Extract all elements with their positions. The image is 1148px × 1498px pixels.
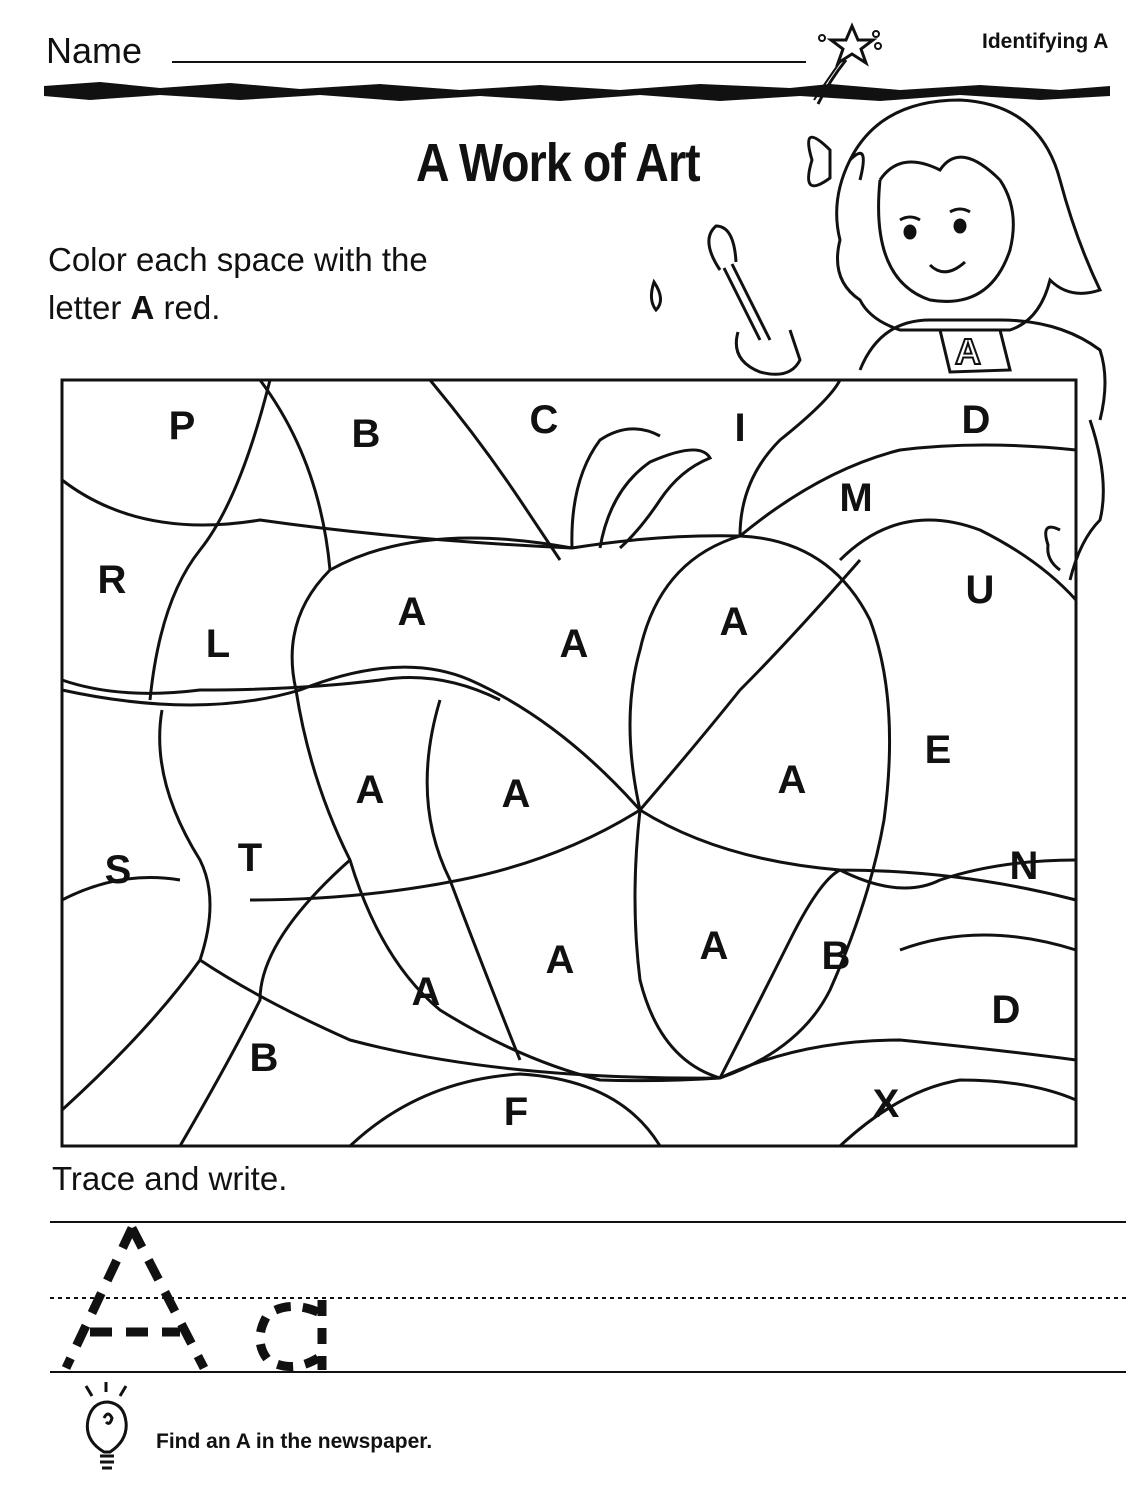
- puzzle-letter[interactable]: I: [734, 406, 746, 450]
- puzzle-letter[interactable]: B: [249, 1036, 279, 1080]
- shirt-letter-a: A: [955, 331, 981, 372]
- girl-illustration: [651, 100, 1105, 580]
- puzzle-letter[interactable]: A: [559, 622, 589, 666]
- puzzle-letter[interactable]: A: [411, 970, 441, 1014]
- trace-letter-lower-a: [260, 1300, 322, 1370]
- puzzle-letter[interactable]: N: [1009, 844, 1039, 888]
- light-bulb-icon: [86, 1382, 126, 1468]
- puzzle-letter[interactable]: T: [237, 836, 263, 880]
- puzzle-letter[interactable]: C: [529, 398, 559, 442]
- puzzle-letter[interactable]: A: [699, 924, 729, 968]
- topic-label: Identifying A: [982, 30, 1109, 53]
- instructions: [48, 236, 428, 332]
- puzzle-letter[interactable]: P: [168, 404, 196, 448]
- torn-paper-divider: [44, 82, 1110, 101]
- puzzle-letter[interactable]: U: [965, 568, 995, 612]
- trace-label: Trace and write.: [52, 1160, 288, 1197]
- puzzle-letter[interactable]: A: [777, 758, 807, 802]
- instructions-line-2-pre: letter: [48, 289, 131, 326]
- puzzle-letter[interactable]: S: [104, 848, 132, 892]
- puzzle-letter[interactable]: D: [991, 988, 1021, 1032]
- puzzle-letter[interactable]: A: [355, 768, 385, 812]
- tip-text: Find an A in the newspaper.: [156, 1430, 433, 1453]
- name-label: Name: [46, 30, 143, 71]
- instructions-line-2: [48, 284, 428, 332]
- trace-letter-upper-a: [66, 1228, 204, 1368]
- puzzle-letter[interactable]: B: [351, 412, 381, 456]
- puzzle-letter[interactable]: E: [924, 728, 952, 772]
- puzzle-letter[interactable]: X: [872, 1082, 900, 1126]
- instructions-line-2-post: red.: [154, 289, 221, 326]
- puzzle-letter[interactable]: B: [821, 934, 851, 978]
- puzzle-letter[interactable]: D: [961, 398, 991, 442]
- puzzle-letter[interactable]: A: [501, 772, 531, 816]
- page-title: A Work of Art: [416, 133, 700, 193]
- puzzle-letter[interactable]: A: [545, 938, 575, 982]
- puzzle-letter[interactable]: M: [839, 476, 873, 520]
- puzzle-letter[interactable]: F: [503, 1090, 529, 1134]
- puzzle-letter[interactable]: R: [97, 558, 127, 602]
- instructions-line-1: Color each space with the: [48, 241, 428, 278]
- puzzle-letter[interactable]: A: [719, 600, 749, 644]
- puzzle-letter[interactable]: A: [397, 590, 427, 634]
- instructions-target-letter: A: [130, 289, 155, 326]
- puzzle-letter[interactable]: L: [205, 622, 231, 666]
